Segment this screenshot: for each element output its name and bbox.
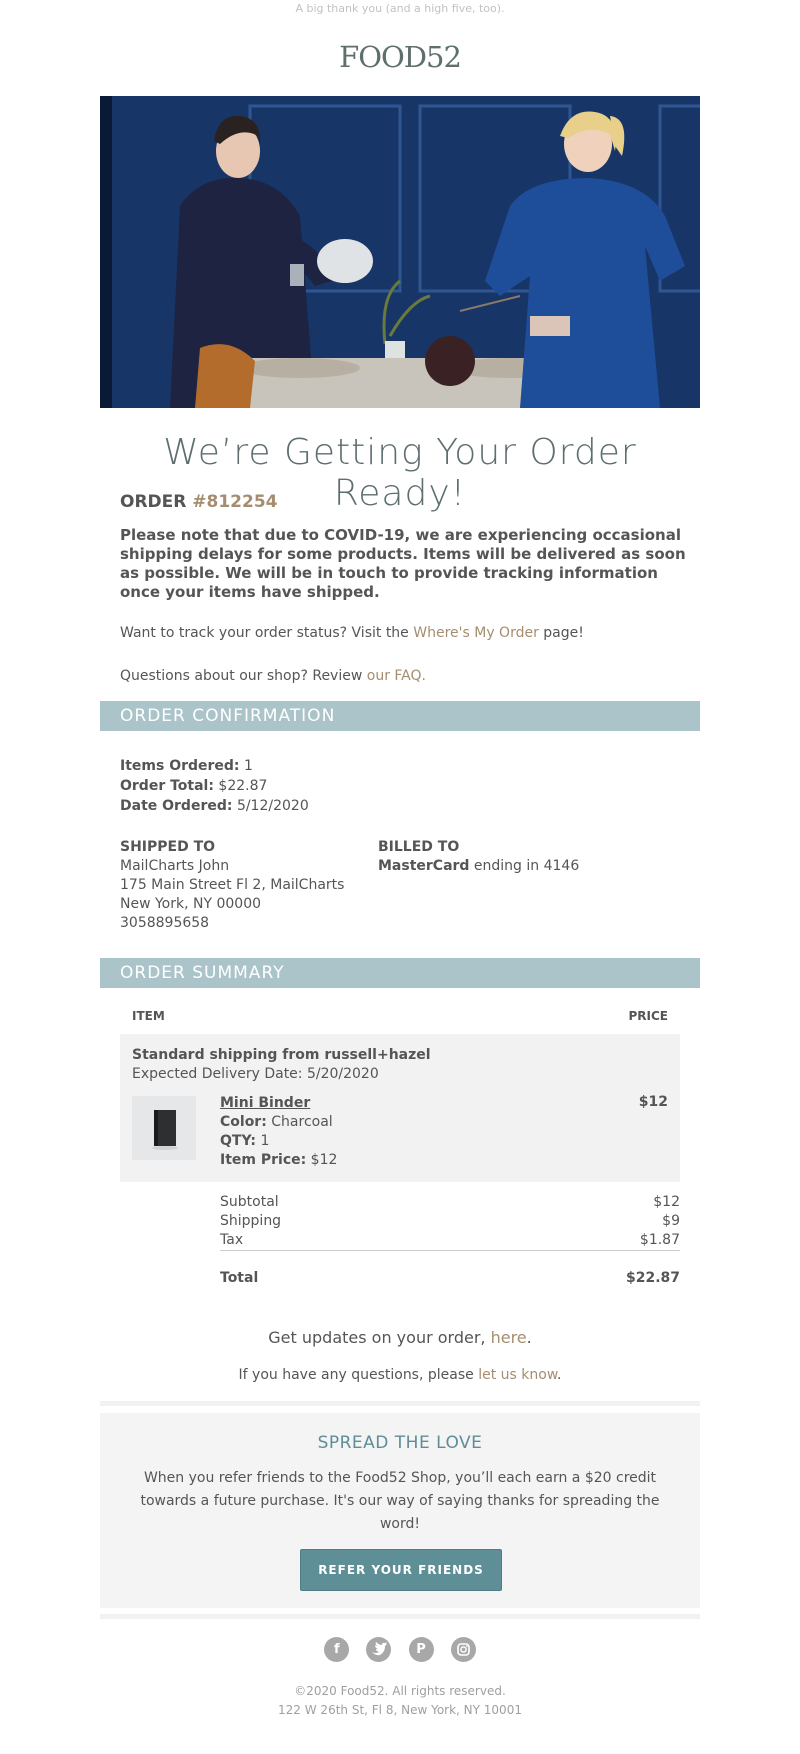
order-summary-band: ORDER SUMMARY	[100, 958, 700, 988]
col-item: ITEM	[132, 1009, 165, 1023]
total-value: $22.87	[625, 1270, 680, 1286]
social-links	[0, 1637, 800, 1662]
covid-notice: Please note that due to COVID-19, we are experiencing occasional shipping delays for some products. Items will be delivered as soon as possible. We will be in touch to provide tracking information once your items have shipped.	[120, 526, 686, 601]
hero-photo-illustration	[100, 96, 700, 408]
tax-row: Tax $1.87	[220, 1232, 680, 1248]
subtotal-row: Subtotal $12	[220, 1194, 680, 1210]
spread-text: When you refer friends to the Food52 Shop, you’ll each earn a $20 credit towards a future purchase. It's our way of saying thanks for spreading the word!	[140, 1470, 660, 1532]
copyright: ©2020 Food52. All rights reserved.	[294, 1684, 506, 1698]
faq-text: Questions about our shop? Review our FAQ.	[120, 668, 426, 684]
col-price: PRICE	[628, 1009, 668, 1023]
company-address: 122 W 26th St, Fl 8, New York, NY 10001	[278, 1703, 522, 1717]
facebook-icon[interactable]: f	[324, 1637, 349, 1662]
totals-divider	[220, 1250, 680, 1251]
shipped-to-city: New York, NY 00000	[120, 896, 262, 912]
items-ordered: Items Ordered: 1	[120, 758, 253, 774]
shipped-to-phone: 3058895658	[120, 915, 210, 931]
order-updates-link[interactable]: here	[490, 1328, 527, 1347]
item-name-link[interactable]: Mini Binder	[220, 1095, 311, 1111]
order-number-line	[120, 492, 720, 512]
food52-logo[interactable]: FOOD52	[339, 40, 461, 74]
grand-total-row	[220, 1270, 680, 1286]
shipment-box	[120, 1034, 680, 1182]
divider-bottom	[100, 1614, 700, 1619]
shipped-to-label: SHIPPED TO	[120, 839, 216, 855]
shipping-row: Shipping $9	[220, 1213, 680, 1229]
pinterest-icon[interactable]: P	[409, 1637, 434, 1662]
billed-to-label: BILLED TO	[378, 839, 460, 855]
order-total: Order Total: $22.87	[120, 778, 268, 794]
line-item	[220, 1094, 337, 1170]
hero-image[interactable]	[100, 96, 700, 408]
billed-to-block	[378, 838, 678, 876]
spread-title: SPREAD THE LOVE	[317, 1433, 483, 1453]
divider-top	[100, 1401, 700, 1406]
order-confirmation-details	[120, 756, 720, 816]
questions-text: If you have any questions, please let us know.	[238, 1367, 562, 1383]
track-order-text: Want to track your order status? Visit the Where's My Order page!	[120, 625, 584, 641]
order-label: ORDER	[120, 492, 187, 512]
instagram-icon[interactable]	[451, 1637, 476, 1662]
headline: We’re Getting Your Order Ready!	[163, 432, 637, 514]
item-line-price: $12	[638, 1094, 668, 1110]
item-unit-price: Item Price: $12	[220, 1152, 338, 1168]
shipping-title: Standard shipping from russell+hazel	[132, 1047, 431, 1063]
totals-block	[220, 1193, 680, 1251]
twitter-icon[interactable]	[366, 1637, 391, 1662]
order-updates-text: Get updates on your order, here.	[268, 1328, 532, 1347]
faq-link[interactable]: our FAQ.	[366, 668, 426, 684]
order-confirmation-band: ORDER CONFIRMATION	[100, 701, 700, 731]
wheres-my-order-link[interactable]: Where's My Order	[413, 625, 539, 641]
preheader-text: A big thank you (and a high five, too).	[295, 2, 505, 15]
contact-us-link[interactable]: let us know	[478, 1367, 557, 1383]
shipped-to-name: MailCharts John	[120, 858, 230, 874]
order-number: #812254	[192, 492, 278, 512]
product-thumbnail[interactable]	[132, 1096, 196, 1160]
item-color: Color: Charcoal	[220, 1114, 333, 1130]
shipped-to-street: 175 Main Street Fl 2, MailCharts	[120, 877, 345, 893]
total-label: Total	[220, 1270, 259, 1286]
item-qty: QTY: 1	[220, 1133, 270, 1149]
date-ordered: Date Ordered: 5/12/2020	[120, 798, 309, 814]
billed-to-card: MasterCard ending in 4146	[378, 858, 580, 874]
spread-the-love-section	[100, 1413, 700, 1608]
expected-delivery: Expected Delivery Date: 5/20/2020	[132, 1066, 379, 1082]
summary-table-header	[132, 1009, 668, 1023]
footer	[0, 1682, 800, 1720]
shipped-to-block	[120, 838, 370, 933]
refer-friends-button[interactable]: REFER YOUR FRIENDS	[300, 1549, 502, 1591]
binder-image	[132, 1096, 196, 1160]
